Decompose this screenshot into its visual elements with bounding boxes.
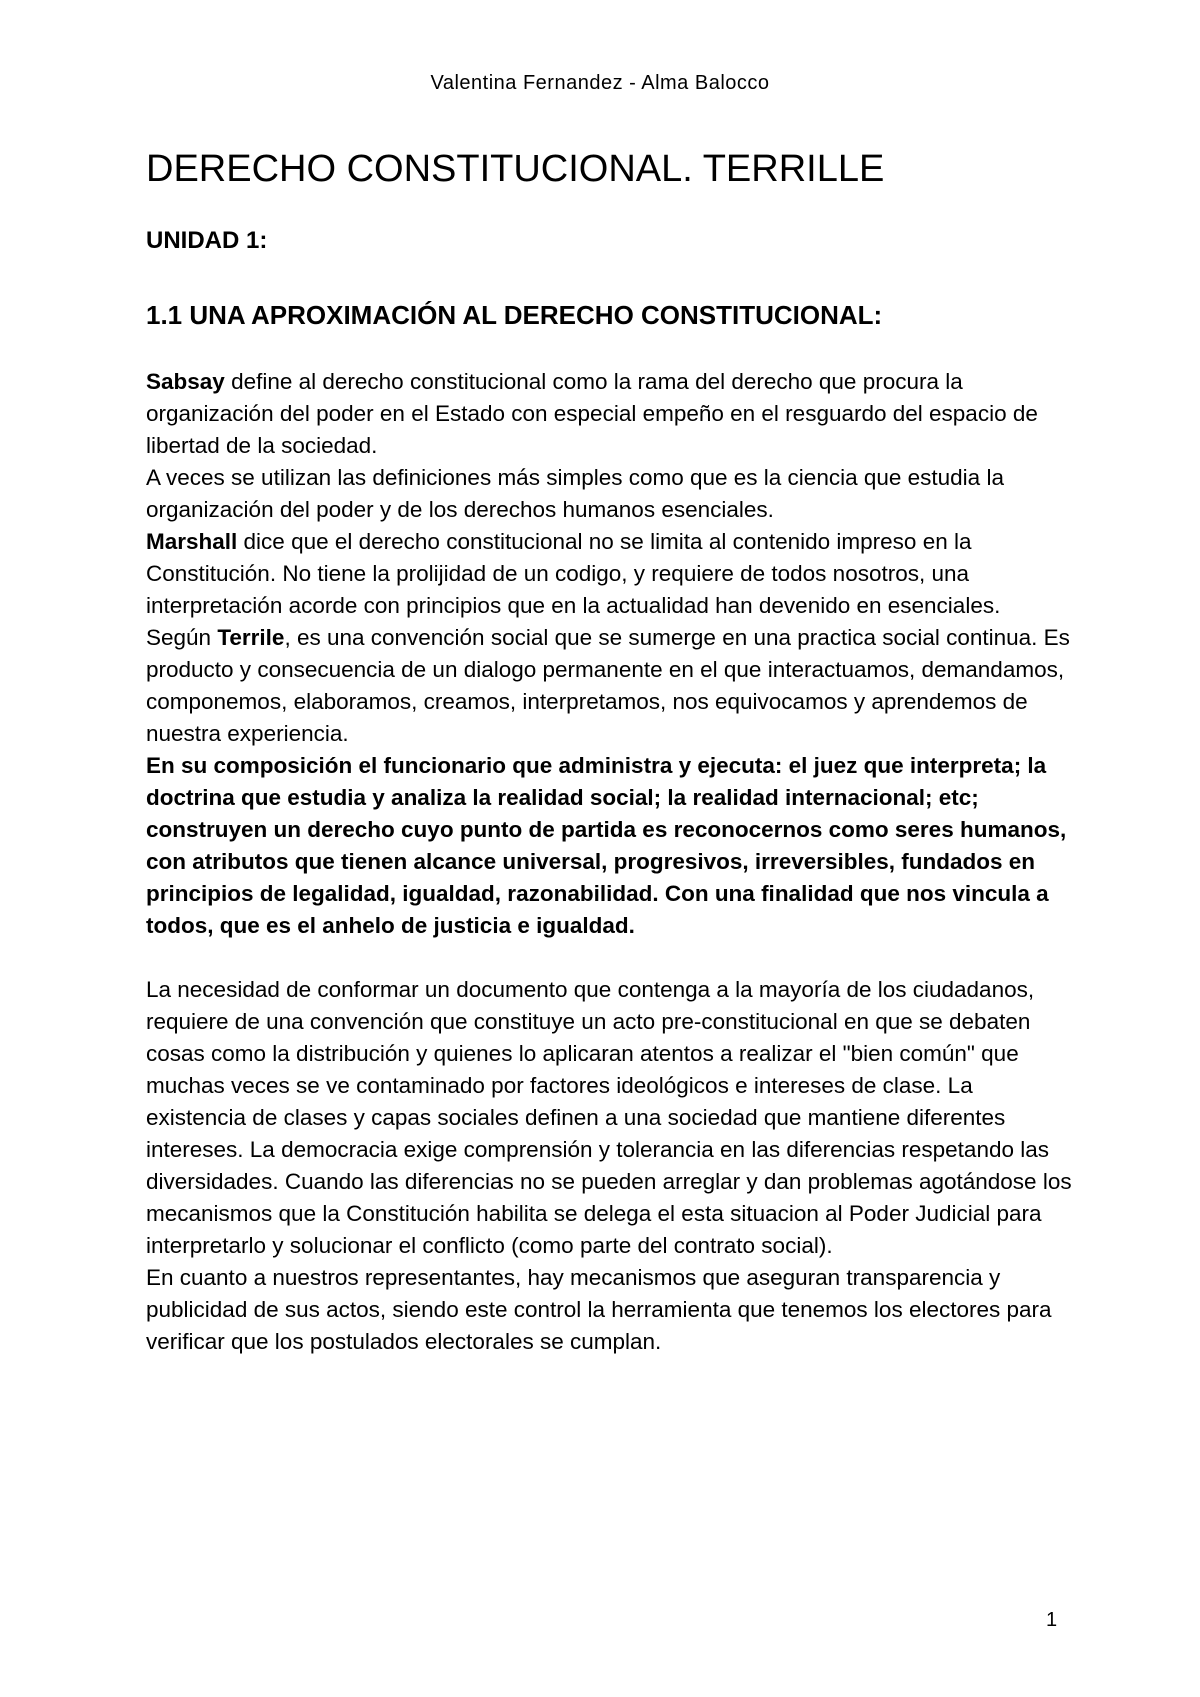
paragraph-text: define al derecho constitucional como la rama del derecho que procura la organización del poder en el Estado con especial empeño en el resguardo del espacio de libertad de la sociedad. <box>146 369 1038 458</box>
paragraph-composition: En su composición el funcionario que administra y ejecuta: el juez que interpreta; la doctrina que estudia y analiza la realidad social; la realidad internacional; etc; construyen un derecho cuyo punto de partida es reconocernos como seres humanos, con atributos que tienen alcance universal, progresivos, irreversibles, fundados en principios de legalidad, igualdad, razonabilidad. Con una finalidad que nos vincula a todos, que es el anhelo de justicia e igualdad. <box>146 753 1067 938</box>
paragraph-terrile <box>146 622 1076 750</box>
paragraph-definitions: A veces se utilizan las definiciones más simples como que es la ciencia que estudia la organización del poder y de los derechos humanos esenciales. <box>146 465 1004 522</box>
author-name-sabsay: Sabsay <box>146 369 225 394</box>
page-content <box>146 145 1076 1354</box>
paragraph-text: dice que el derecho constitucional no se limita al contenido impreso en la Constitución. No tiene la prolijidad de un codigo, y requiere de todos nosotros, una interpretación acorde con principios que en la actualidad han devenido en esenciales. <box>146 529 1001 618</box>
author-name-terrile: Terrile <box>217 625 285 650</box>
unit-heading: UNIDAD 1: <box>146 227 268 254</box>
paragraph-sabsay <box>146 366 1076 462</box>
author-name-marshall: Marshall <box>146 529 238 554</box>
body-text <box>146 366 1076 1358</box>
paragraph-prefix: Según <box>146 625 218 650</box>
section-heading: 1.1 UNA APROXIMACIÓN AL DERECHO CONSTITUCIONAL: <box>146 300 883 330</box>
page-number: 1 <box>1046 1609 1058 1631</box>
running-header-authors: Valentina Fernandez - Alma Balocco <box>430 72 770 94</box>
paragraph-text: , es una convención social que se sumerge en una practica social continua. Es producto y consecuencia de un dialogo permanente en el que interactuamos, demandamos, componemos, elaboramos, creamos, interpretamos, nos equivocamos y aprendemos de nuestra experiencia. <box>146 625 1070 746</box>
document-title: DERECHO CONSTITUCIONAL. TERRILLE <box>146 148 885 190</box>
paragraph-marshall <box>146 526 1076 622</box>
paragraph-necesidad: La necesidad de conformar un documento que contenga a la mayoría de los ciudadanos, requiere de una convención que constituye un acto pre-constitucional en que se debaten cosas como la distribución y quienes lo aplicaran atentos a realizar el "bien común" que muchas veces se ve contaminado por factores ideológicos e intereses de clase. La existencia de clases y capas sociales definen a una sociedad que mantiene diferentes intereses. La democracia exige comprensión y tolerancia en las diferencias respetando las diversidades. Cuando las diferencias no se pueden arreglar y dan problemas agotándose los mecanismos que la Constitución habilita se delega el esta situacion al Poder Judicial para interpretarlo y solucionar el conflicto (como parte del contrato social). <box>146 977 1072 1258</box>
paragraph-representantes: En cuanto a nuestros representantes, hay mecanismos que aseguran transparencia y publicidad de sus actos, siendo este control la herramienta que tenemos los electores para verificar que los postulados electorales se cumplan. <box>146 1265 1052 1354</box>
